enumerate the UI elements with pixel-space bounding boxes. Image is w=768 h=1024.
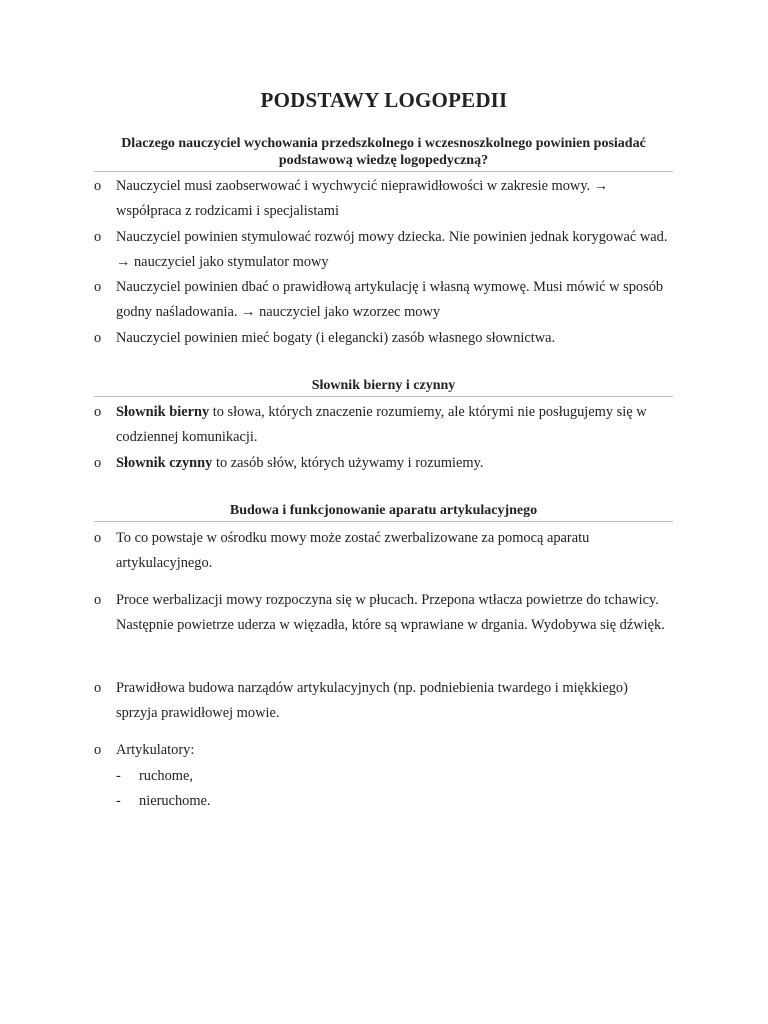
list-item-text: To co powstaje w ośrodku mowy może zostać zwerbalizowane za pomocą aparatu artykulacyjnego.	[116, 530, 590, 571]
bullet-icon: o	[94, 330, 102, 346]
list-item-text: Nauczyciel musi zaobserwować i wychwycić nieprawidłowości w zakresie mowy. → współpraca z rodzicami i specjalistami	[116, 178, 609, 219]
bullet-icon: o	[94, 455, 102, 471]
bullet-icon: o	[94, 404, 102, 420]
bullet-icon: o	[94, 229, 102, 245]
list-item	[94, 451, 673, 476]
section-heading: Słownik bierny i czynny	[94, 377, 673, 397]
bullet-icon: o	[94, 680, 102, 696]
list-item	[94, 738, 673, 763]
list-item	[94, 400, 673, 450]
bullet-icon: o	[94, 530, 102, 546]
dash-icon: -	[116, 793, 121, 809]
list-item-text: Prawidłowa budowa narządów artykulacyjnych (np. podniebienia twardego i miękkiego) sprzyja prawidłowej mowie.	[116, 680, 628, 721]
page-title: PODSTAWY LOGOPEDII	[260, 88, 508, 112]
list-item	[94, 588, 673, 638]
list-item	[94, 174, 673, 224]
sub-list-item-text: nieruchome.	[139, 793, 211, 809]
definition: to zasób słów, których używamy i rozumiemy.	[212, 455, 484, 471]
bullet-icon: o	[94, 592, 102, 608]
list-item-text	[116, 400, 673, 450]
sub-list-item-text: ruchome,	[139, 768, 193, 784]
section-heading: Dlaczego nauczyciel wychowania przedszkolnego i wczesnoszkolnego powinien posiadać podstawową wiedzę logopedyczną?	[94, 135, 673, 172]
term: Słownik bierny	[116, 404, 210, 420]
list-item-text: Artykulatory:	[116, 742, 195, 758]
bullet-icon: o	[94, 178, 102, 194]
list-item	[94, 676, 673, 726]
list-item-text: Nauczyciel powinien mieć bogaty (i elegancki) zasób własnego słownictwa.	[116, 330, 556, 346]
list-item-text: Nauczyciel powinien dbać o prawidłową artykulację i własną wymowę. Musi mówić w sposób godny naśladowania. → nauczyciel jako wzorzec mowy	[116, 279, 664, 320]
term: Słownik czynny	[116, 455, 213, 471]
list-item-text	[116, 451, 673, 476]
list-item	[94, 326, 673, 351]
bullet-icon: o	[94, 279, 102, 295]
definition: to słowa, których znaczenie rozumiemy, ale którymi nie posługujemy się w codziennej komunikacji.	[116, 404, 647, 445]
dash-icon: -	[116, 768, 121, 784]
bullet-icon: o	[94, 742, 102, 758]
list-item	[94, 526, 673, 576]
list-item	[94, 225, 673, 275]
list-item-text: Proce werbalizacji mowy rozpoczyna się w płucach. Przepona wtłacza powietrze do tchawicy. Następnie powietrze uderza w więzadła, które są wprawiane w drgania. Wydobywa się dźwięk.	[116, 592, 665, 633]
list-item	[94, 275, 673, 325]
section-heading: Budowa i funkcjonowanie aparatu artykulacyjnego	[94, 502, 673, 522]
list-item-text: Nauczyciel powinien stymulować rozwój mowy dziecka. Nie powinien jednak korygować wad. → nauczyciel jako stymulator mowy	[116, 229, 668, 270]
